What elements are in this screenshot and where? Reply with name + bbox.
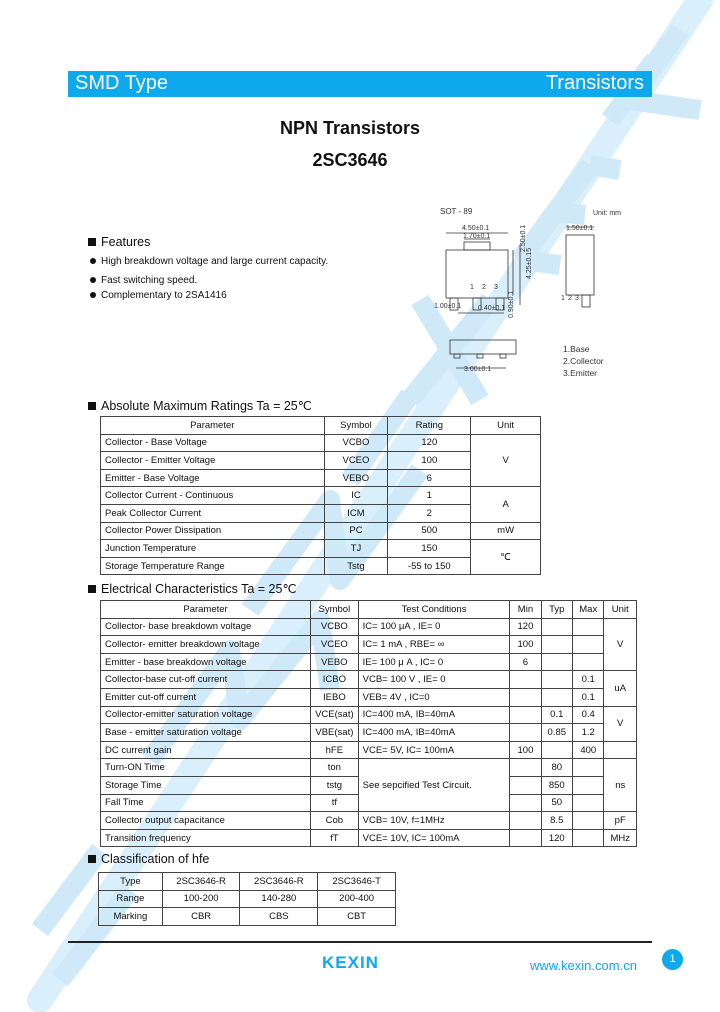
- square-bullet-icon: [88, 855, 96, 863]
- unit-cell: ℃: [471, 540, 541, 575]
- param-cell: Emitter - Base Voltage: [101, 469, 325, 487]
- table-row: [101, 688, 637, 706]
- rating-cell: 100: [388, 452, 471, 470]
- symbol-cell: VCEO: [324, 452, 388, 470]
- param-cell: Fall Time: [101, 794, 311, 812]
- condition-cell: VEB= 4V , IC=0: [358, 688, 510, 706]
- package-name: SOT - 89: [440, 207, 473, 216]
- rating-cell: 2: [388, 504, 471, 522]
- table-row: [101, 618, 637, 636]
- features-title: Features: [101, 235, 151, 249]
- condition-cell: IE= 100 μ A , IC= 0: [358, 653, 510, 671]
- max-cell: [573, 829, 604, 847]
- typ-cell: [541, 636, 572, 654]
- table-row: [101, 540, 541, 558]
- min-cell: 120: [510, 618, 541, 636]
- param-cell: Junction Temperature: [101, 540, 325, 558]
- header-bar: [68, 71, 652, 97]
- rating-cell: 150: [388, 540, 471, 558]
- kexin-logo: KEXIN: [322, 953, 379, 972]
- min-cell: [510, 688, 541, 706]
- symbol-cell: TJ: [324, 540, 388, 558]
- symbol-cell: PC: [324, 522, 388, 540]
- pin-top-3: 3: [494, 284, 498, 291]
- table-row: [101, 741, 637, 759]
- feature-text: High breakdown voltage and large current capacity.: [101, 256, 329, 267]
- symbol-cell: tstg: [311, 776, 359, 794]
- symbol-cell: VBE(sat): [311, 724, 359, 742]
- class-cell: 2SC3646-R: [162, 873, 240, 891]
- feature-item: [90, 290, 227, 301]
- feature-text: Fast switching speed.: [101, 275, 198, 286]
- unit-cell: mW: [471, 522, 541, 540]
- param-cell: Collector output capacitance: [101, 812, 311, 830]
- header-cell: Min: [510, 601, 541, 619]
- symbol-cell: Tstg: [324, 557, 388, 575]
- symbol-cell: VCBO: [311, 618, 359, 636]
- header-cell: Rating: [388, 417, 471, 435]
- electrical-heading: [88, 581, 296, 596]
- classification-title: Classification of hfe: [101, 852, 210, 866]
- dim-bottom: 3.00±0.1: [464, 366, 492, 373]
- package-unit: Unit: mm: [593, 210, 621, 217]
- unit-cell: ns: [604, 759, 637, 812]
- typ-cell: 8.5: [541, 812, 572, 830]
- dim-lead-length: 0.90±0.1: [508, 290, 515, 318]
- header-transistors: Transistors: [545, 72, 644, 94]
- header-smd-type: SMD Type: [75, 72, 168, 94]
- typ-cell: 0.1: [541, 706, 572, 724]
- param-cell: Storage Temperature Range: [101, 557, 325, 575]
- class-cell: Marking: [99, 908, 163, 926]
- min-cell: [510, 706, 541, 724]
- condition-cell: IC= 100 μA , IE= 0: [358, 618, 510, 636]
- min-cell: [510, 776, 541, 794]
- condition-cell: VCE= 5V, IC= 100mA: [358, 741, 510, 759]
- unit-cell: V: [604, 706, 637, 741]
- body-bottom-view: [450, 340, 516, 354]
- bullet-icon: [90, 258, 96, 264]
- typ-cell: [541, 618, 572, 636]
- param-cell: Collector-base cut-off current: [101, 671, 311, 689]
- class-cell: CBT: [318, 908, 396, 926]
- table-row: [101, 759, 637, 777]
- typ-cell: 0.85: [541, 724, 572, 742]
- param-cell: Emitter - base breakdown voltage: [101, 653, 311, 671]
- min-cell: [510, 829, 541, 847]
- param-cell: Collector - Emitter Voltage: [101, 452, 325, 470]
- condition-cell: See sepcified Test Circuit.: [358, 759, 510, 812]
- table-row: [101, 671, 637, 689]
- param-cell: Emitter cut-off current: [101, 688, 311, 706]
- tab-top-view: [464, 242, 490, 250]
- class-cell: CBS: [240, 908, 318, 926]
- class-cell: Range: [99, 890, 163, 908]
- pin-side-3: 3: [575, 295, 579, 302]
- typ-cell: 50: [541, 794, 572, 812]
- part-number: 2SC3646: [312, 150, 388, 170]
- square-bullet-icon: [88, 238, 96, 246]
- table-row: [99, 908, 396, 926]
- class-cell: 2SC3646-T: [318, 873, 396, 891]
- min-cell: [510, 812, 541, 830]
- rating-cell: 500: [388, 522, 471, 540]
- param-cell: Collector- emitter breakdown voltage: [101, 636, 311, 654]
- class-cell: 140-280: [240, 890, 318, 908]
- param-cell: Collector - Base Voltage: [101, 434, 325, 452]
- rating-cell: 120: [388, 434, 471, 452]
- square-bullet-icon: [88, 585, 96, 593]
- header-cell: Unit: [604, 601, 637, 619]
- body-side-view: [566, 235, 594, 295]
- classification-table: [98, 872, 396, 926]
- condition-cell: VCB= 10V, f=1MHz: [358, 812, 510, 830]
- max-cell: 1.2: [573, 724, 604, 742]
- features-heading: [88, 235, 150, 249]
- bullet-icon: [90, 292, 96, 298]
- unit-cell: MHz: [604, 829, 637, 847]
- min-cell: 100: [510, 636, 541, 654]
- table-row: [99, 873, 396, 891]
- max-cell: 0.4: [573, 706, 604, 724]
- param-cell: DC current gain: [101, 741, 311, 759]
- doc-title: NPN Transistors: [279, 118, 421, 138]
- table-row: [101, 812, 637, 830]
- electrical-table: [100, 600, 637, 847]
- max-cell: [573, 618, 604, 636]
- symbol-cell: ICBO: [311, 671, 359, 689]
- website-link[interactable]: www.kexin.com.cn: [530, 958, 637, 973]
- body-top-view: [446, 250, 508, 298]
- ratings-title: Absolute Maximum Ratings Ta = 25℃: [101, 399, 312, 413]
- max-cell: [573, 776, 604, 794]
- pin-label-base: 1.Base: [563, 344, 590, 354]
- pin-label-collector: 2.Collector: [563, 356, 604, 366]
- min-cell: [510, 759, 541, 777]
- electrical-title: Electrical Characteristics Ta = 25℃: [101, 582, 297, 596]
- pin-side-1: 1: [561, 295, 565, 302]
- symbol-cell: Cob: [311, 812, 359, 830]
- table-row: [101, 434, 541, 452]
- min-cell: 100: [510, 741, 541, 759]
- dim-lead-pitch: 1.00±0.1: [434, 303, 462, 310]
- unit-cell: uA: [604, 671, 637, 706]
- condition-cell: IC=400 mA, IB=40mA: [358, 706, 510, 724]
- feature-item: [90, 275, 197, 286]
- unit-cell: [604, 741, 637, 759]
- symbol-cell: fT: [311, 829, 359, 847]
- param-cell: Collector-emitter saturation voltage: [101, 706, 311, 724]
- ratings-table: [100, 416, 541, 575]
- max-cell: [573, 653, 604, 671]
- pin-side-2: 2: [568, 295, 572, 302]
- pin-label-emitter: 3.Emitter: [563, 368, 598, 378]
- header-cell: Typ: [541, 601, 572, 619]
- table-row: [101, 487, 541, 505]
- typ-cell: 850: [541, 776, 572, 794]
- bullet-icon: [90, 277, 96, 283]
- header-cell: Symbol: [324, 417, 388, 435]
- feature-text: Complementary to 2SA1416: [101, 290, 227, 301]
- symbol-cell: hFE: [311, 741, 359, 759]
- unit-cell: pF: [604, 812, 637, 830]
- table-row: [99, 890, 396, 908]
- symbol-cell: ICM: [324, 504, 388, 522]
- pin-top-1: 1: [470, 284, 474, 291]
- rating-cell: -55 to 150: [388, 557, 471, 575]
- rating-cell: 1: [388, 487, 471, 505]
- symbol-cell: VCBO: [324, 434, 388, 452]
- unit-cell: A: [471, 487, 541, 522]
- condition-cell: IC=400 mA, IB=40mA: [358, 724, 510, 742]
- pin-top-2: 2: [482, 284, 486, 291]
- table-row: [101, 829, 637, 847]
- class-cell: 2SC3646-R: [240, 873, 318, 891]
- param-cell: Peak Collector Current: [101, 504, 325, 522]
- condition-cell: VCB= 100 V , IE= 0: [358, 671, 510, 689]
- header-cell: Parameter: [101, 601, 311, 619]
- unit-cell: V: [471, 434, 541, 487]
- dim-side-width: 1.50±0.1: [566, 225, 594, 232]
- typ-cell: 80: [541, 759, 572, 777]
- table-row: [101, 653, 637, 671]
- dim-tab: 1.70±0.1: [463, 233, 491, 240]
- min-cell: 6: [510, 653, 541, 671]
- class-cell: Type: [99, 873, 163, 891]
- symbol-cell: tf: [311, 794, 359, 812]
- dim-width: 4.50±0.1: [462, 225, 490, 232]
- param-cell: Transition frequency: [101, 829, 311, 847]
- table-row: [101, 724, 637, 742]
- unit-cell: V: [604, 618, 637, 671]
- max-cell: [573, 636, 604, 654]
- header-cell: Unit: [471, 417, 541, 435]
- max-cell: 0.1: [573, 671, 604, 689]
- table-row: [101, 522, 541, 540]
- dim-height-b: 4.25±0.15: [526, 247, 533, 279]
- param-cell: Turn-ON Time: [101, 759, 311, 777]
- param-cell: Base - emitter saturation voltage: [101, 724, 311, 742]
- symbol-cell: IEBO: [311, 688, 359, 706]
- table-row: [101, 636, 637, 654]
- typ-cell: 120: [541, 829, 572, 847]
- dim-height-a: 2.50±0.1: [520, 224, 527, 252]
- class-cell: 100-200: [162, 890, 240, 908]
- footer-divider: [68, 941, 652, 943]
- dim-lead-width: 0.40±0.1: [478, 305, 506, 312]
- rating-cell: 6: [388, 469, 471, 487]
- square-bullet-icon: [88, 402, 96, 410]
- condition-cell: VCE= 10V, IC= 100mA: [358, 829, 510, 847]
- table-header-row: [101, 417, 541, 435]
- symbol-cell: VEBO: [311, 653, 359, 671]
- table-header-row: [101, 601, 637, 619]
- header-cell: Test Conditions: [358, 601, 510, 619]
- classification-heading: [88, 852, 209, 866]
- symbol-cell: VEBO: [324, 469, 388, 487]
- symbol-cell: VCEO: [311, 636, 359, 654]
- max-cell: [573, 812, 604, 830]
- class-cell: CBR: [162, 908, 240, 926]
- min-cell: [510, 671, 541, 689]
- header-cell: Parameter: [101, 417, 325, 435]
- class-cell: 200-400: [318, 890, 396, 908]
- typ-cell: [541, 688, 572, 706]
- header-cell: Symbol: [311, 601, 359, 619]
- min-cell: [510, 724, 541, 742]
- param-cell: Collector- base breakdown voltage: [101, 618, 311, 636]
- param-cell: Storage Time: [101, 776, 311, 794]
- param-cell: Collector Current - Continuous: [101, 487, 325, 505]
- param-cell: Collector Power Dissipation: [101, 522, 325, 540]
- condition-cell: IC= 1 mA , RBE= ∞: [358, 636, 510, 654]
- max-cell: 0.1: [573, 688, 604, 706]
- typ-cell: [541, 653, 572, 671]
- header-cell: Max: [573, 601, 604, 619]
- max-cell: [573, 794, 604, 812]
- min-cell: [510, 794, 541, 812]
- symbol-cell: VCE(sat): [311, 706, 359, 724]
- table-row: [101, 706, 637, 724]
- symbol-cell: IC: [324, 487, 388, 505]
- typ-cell: [541, 671, 572, 689]
- feature-item: [90, 256, 328, 267]
- symbol-cell: ton: [311, 759, 359, 777]
- ratings-heading: [88, 398, 312, 413]
- page-number: 1: [662, 949, 683, 970]
- max-cell: 400: [573, 741, 604, 759]
- typ-cell: [541, 741, 572, 759]
- max-cell: [573, 759, 604, 777]
